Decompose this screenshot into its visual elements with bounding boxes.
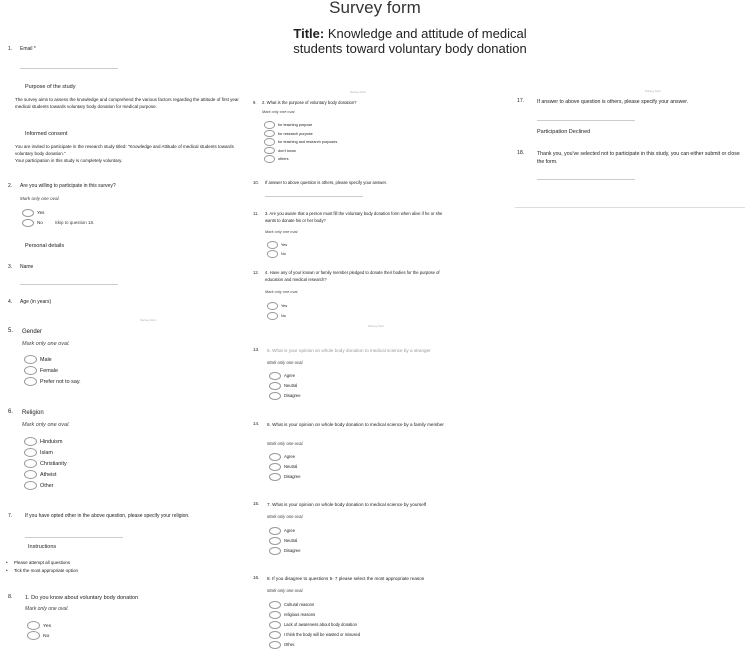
question-text: 4. Have any of your known or family member pledged to donate their bodies for the purpose of education and medical research?: [265, 270, 440, 282]
consent-text-2: Your participation in this study is completely voluntary.: [15, 158, 123, 163]
question-number: 6.: [8, 409, 14, 415]
mark-only-one-oval-hint: Mark only one oval.: [20, 196, 60, 201]
option-label: No: [281, 251, 286, 256]
mark-only-one-oval-hint: Mark only one oval.: [22, 422, 70, 428]
radio-oval-icon[interactable]: [22, 219, 34, 227]
option-label: Disagree: [284, 548, 301, 554]
radio-oval-icon[interactable]: [24, 366, 37, 375]
radio-oval-icon[interactable]: [269, 621, 281, 629]
option-label: Agree: [284, 528, 296, 534]
option-label: Disagree: [284, 393, 301, 399]
mark-only-one-oval-hint: Mark only one oval.: [267, 441, 304, 446]
radio-option[interactable]: [269, 641, 295, 649]
option-label: No: [281, 313, 286, 318]
radio-oval-icon[interactable]: [267, 302, 278, 310]
question-text: If answer to above question is others, please specify your answer.: [265, 180, 387, 185]
radio-option[interactable]: [24, 470, 56, 479]
radio-option[interactable]: [24, 459, 67, 468]
question-text: Religion: [22, 410, 44, 416]
option-label: Prefer not to say.: [40, 378, 81, 385]
question-number: 18.: [517, 150, 525, 156]
mark-only-one-oval-hint: Mark only one oval.: [262, 110, 296, 114]
option-label: Agree: [284, 454, 296, 460]
option-label: Neutral: [284, 538, 298, 544]
option-label: Lack of awareness about body donation: [284, 622, 357, 628]
mark-only-one-oval-hint: Mark only one oval.: [267, 360, 304, 365]
question-text: 7. What is your opinion on whole body donation to medical science by yourself: [267, 502, 427, 507]
question-number: 9.: [253, 100, 257, 105]
mark-only-one-oval-hint: Mark only one oval.: [265, 230, 299, 234]
page-footer: Survey form: [350, 90, 367, 94]
answer-text-field[interactable]: [20, 284, 118, 285]
radio-oval-icon[interactable]: [267, 241, 278, 249]
radio-oval-icon[interactable]: [24, 448, 37, 457]
radio-option[interactable]: [27, 621, 51, 630]
mark-only-one-oval-hint: Mark only one oval.: [267, 588, 304, 593]
question-text: If you have opted other in the above question, please specify your religion.: [25, 513, 190, 519]
option-label: for teaching purpose: [278, 122, 313, 127]
question-number: 16.: [253, 575, 260, 580]
section-instructions-heading: Instructions: [28, 544, 57, 550]
radio-option[interactable]: [24, 437, 62, 446]
radio-option[interactable]: [264, 121, 312, 129]
radio-oval-icon[interactable]: [24, 355, 37, 364]
question-number: 1.: [8, 46, 13, 52]
option-label: Hinduism: [40, 438, 63, 445]
mark-only-one-oval-hint: Mark only one oval.: [267, 514, 304, 519]
page-divider: [515, 207, 745, 208]
radio-option[interactable]: [267, 241, 287, 249]
question-number: 3.: [8, 264, 13, 270]
answer-text-field[interactable]: [537, 179, 635, 180]
radio-oval-icon[interactable]: [27, 621, 40, 630]
option-label: Yes: [281, 242, 288, 247]
option-label: Christianity: [40, 460, 67, 467]
question-text: Are you willing to participate in this survey?: [20, 183, 116, 189]
question-text: Email *: [20, 46, 36, 52]
mark-only-one-oval-hint: Mark only one oval.: [22, 341, 70, 347]
question-text: 5. What is your opinion on whole body donation to medical science by a stranger: [267, 348, 431, 353]
radio-option[interactable]: [269, 463, 297, 471]
title-text: Knowledge and attitude of medical students toward voluntary body donation: [293, 26, 527, 56]
option-label: I think the body will be wasted or misused: [284, 632, 361, 638]
radio-oval-icon[interactable]: [269, 382, 281, 390]
radio-option[interactable]: [269, 527, 295, 535]
option-label: Atheist: [40, 471, 57, 478]
radio-option[interactable]: [24, 366, 58, 375]
question-text: If answer to above question is others, please specify your answer.: [537, 99, 689, 105]
radio-option[interactable]: [264, 138, 337, 146]
radio-option[interactable]: [264, 155, 288, 163]
option-label: Yes: [281, 303, 288, 308]
consent-text: You are invited to participate in the research study titled: "Knowledge and Attitude of medical students towards voluntary body donation.": [15, 144, 234, 156]
option-label: religious reasons: [284, 612, 316, 618]
option-label: Other.: [284, 642, 296, 648]
radio-oval-icon[interactable]: [269, 453, 281, 461]
question-text: Gender: [22, 329, 43, 335]
question-text: 3. Are you aware that a person must fill the voluntary body donation form when alive if he or she wants to donate his or her body?: [265, 211, 443, 223]
radio-oval-icon[interactable]: [269, 547, 281, 555]
question-number: 8.: [8, 594, 13, 600]
page-footer: Survey form: [645, 89, 662, 93]
radio-option[interactable]: [269, 372, 295, 380]
radio-option[interactable]: [269, 621, 357, 629]
radio-oval-icon[interactable]: [27, 631, 40, 640]
radio-oval-icon[interactable]: [24, 437, 37, 446]
page-footer: Survey form: [368, 324, 385, 328]
option-label: for research purpose: [278, 131, 313, 136]
question-number: 4.: [8, 299, 13, 305]
radio-oval-icon[interactable]: [267, 312, 278, 320]
option-label: Yes: [37, 210, 45, 216]
instruction-text: Tick the most appropriate option: [13, 568, 78, 573]
radio-oval-icon[interactable]: [269, 631, 281, 639]
mark-only-one-oval-hint: Mark only one oval.: [25, 606, 69, 612]
document-heading: Survey form: [329, 0, 421, 17]
radio-oval-icon[interactable]: [264, 147, 275, 155]
option-label: Disagree: [284, 474, 301, 480]
question-number: 2.: [8, 183, 13, 189]
radio-option[interactable]: [267, 250, 286, 258]
radio-oval-icon[interactable]: [269, 641, 281, 649]
question-number: 11.: [253, 211, 259, 216]
skip-note: Skip to question 18.: [54, 220, 95, 226]
radio-oval-icon[interactable]: [24, 377, 37, 386]
section-personal-heading: Personal details: [25, 243, 65, 249]
question-number: 14.: [253, 421, 260, 426]
question-number: 17.: [517, 98, 525, 104]
radio-oval-icon[interactable]: [264, 130, 275, 138]
radio-oval-icon[interactable]: [269, 473, 281, 481]
option-label: Yes: [43, 623, 52, 629]
question-number: 7.: [8, 513, 13, 519]
section-consent-heading: Informed consent: [25, 131, 68, 137]
section-purpose-heading: Purpose of the study: [25, 84, 76, 90]
page-footer: Survey form: [140, 318, 157, 322]
section-declined-heading: Participation Declined: [537, 129, 591, 135]
question-number: 15.: [253, 501, 260, 506]
instruction-bullet: • Please attempt all questions: [6, 560, 71, 565]
radio-oval-icon[interactable]: [269, 372, 281, 380]
question-number: 12.: [253, 270, 259, 275]
radio-oval-icon[interactable]: [267, 250, 278, 258]
radio-option[interactable]: [22, 219, 94, 227]
question-text: 1. Do you know about voluntary body donation: [25, 595, 139, 601]
radio-option[interactable]: [269, 631, 360, 639]
title-label: Title:: [293, 26, 325, 41]
radio-oval-icon[interactable]: [22, 209, 34, 217]
option-label: No: [37, 220, 43, 226]
purpose-text: The survey aims to assess the knowledge and comprehend the various factors regarding the attitude of first year medical students towards voluntary body donation for medical purpose.: [15, 97, 239, 109]
radio-option[interactable]: [24, 481, 53, 490]
radio-option[interactable]: [269, 382, 297, 390]
form-title: [280, 26, 540, 56]
question-number: 5.: [8, 328, 14, 334]
radio-oval-icon[interactable]: [269, 527, 281, 535]
radio-oval-icon[interactable]: [24, 459, 37, 468]
radio-option[interactable]: [22, 209, 44, 217]
radio-option[interactable]: [24, 377, 81, 386]
question-number: 13.: [253, 347, 260, 352]
option-label: others: [278, 156, 289, 161]
option-label: No: [43, 633, 50, 639]
radio-oval-icon[interactable]: [269, 601, 281, 609]
instruction-bullet: • Tick the most appropriate option: [6, 568, 78, 573]
radio-oval-icon[interactable]: [24, 481, 37, 490]
radio-oval-icon[interactable]: [269, 392, 281, 400]
option-label: Neutral: [284, 383, 298, 389]
radio-option[interactable]: [24, 448, 53, 457]
question-number: 10.: [253, 180, 259, 185]
option-label: Female: [40, 367, 58, 374]
radio-option[interactable]: [24, 355, 52, 364]
question-text: 2. What is the purpose of voluntary body donation?: [262, 100, 357, 105]
question-text: 8. If you disagree to questions 5- 7 please select the most appropriate reason: [267, 576, 425, 581]
option-label: Agree: [284, 373, 296, 379]
option-label: Islam: [40, 449, 53, 456]
radio-option[interactable]: [267, 302, 287, 310]
radio-oval-icon[interactable]: [269, 611, 281, 619]
radio-option[interactable]: [264, 130, 313, 138]
option-label: Other: [40, 482, 54, 489]
option-label: Neutral: [284, 464, 298, 470]
radio-option[interactable]: [267, 312, 286, 320]
option-label: for teaching and research purposes: [278, 139, 338, 144]
radio-option[interactable]: [269, 601, 314, 609]
radio-oval-icon[interactable]: [264, 155, 275, 163]
radio-oval-icon[interactable]: [264, 138, 275, 146]
radio-oval-icon[interactable]: [24, 470, 37, 479]
answer-text-field[interactable]: [537, 120, 635, 121]
question-text: 6. What is your opinion on whole body donation to medical science by a family member: [267, 422, 444, 427]
question-text: Thank you, you've selected not to participate in this study, you can either submit or close the form.: [537, 151, 740, 166]
answer-text-field[interactable]: [25, 537, 123, 538]
radio-option[interactable]: [269, 392, 301, 400]
radio-option[interactable]: [269, 611, 315, 619]
option-label: Male: [40, 356, 52, 363]
radio-option[interactable]: [27, 631, 49, 640]
radio-oval-icon[interactable]: [269, 537, 281, 545]
radio-option[interactable]: [269, 453, 295, 461]
answer-text-field[interactable]: [265, 196, 363, 197]
radio-oval-icon[interactable]: [269, 463, 281, 471]
option-label: don't know: [278, 148, 296, 153]
radio-option[interactable]: [269, 537, 297, 545]
radio-option[interactable]: [269, 547, 301, 555]
question-text: Age (in years): [20, 299, 52, 305]
question-text: Name: [20, 264, 34, 270]
answer-text-field[interactable]: [20, 68, 118, 69]
option-label: Cultural reasons: [284, 602, 315, 608]
radio-oval-icon[interactable]: [264, 121, 275, 129]
radio-option[interactable]: [269, 473, 301, 481]
mark-only-one-oval-hint: Mark only one oval.: [265, 290, 299, 294]
radio-option[interactable]: [264, 147, 296, 155]
instruction-text: Please attempt all questions: [13, 560, 71, 565]
